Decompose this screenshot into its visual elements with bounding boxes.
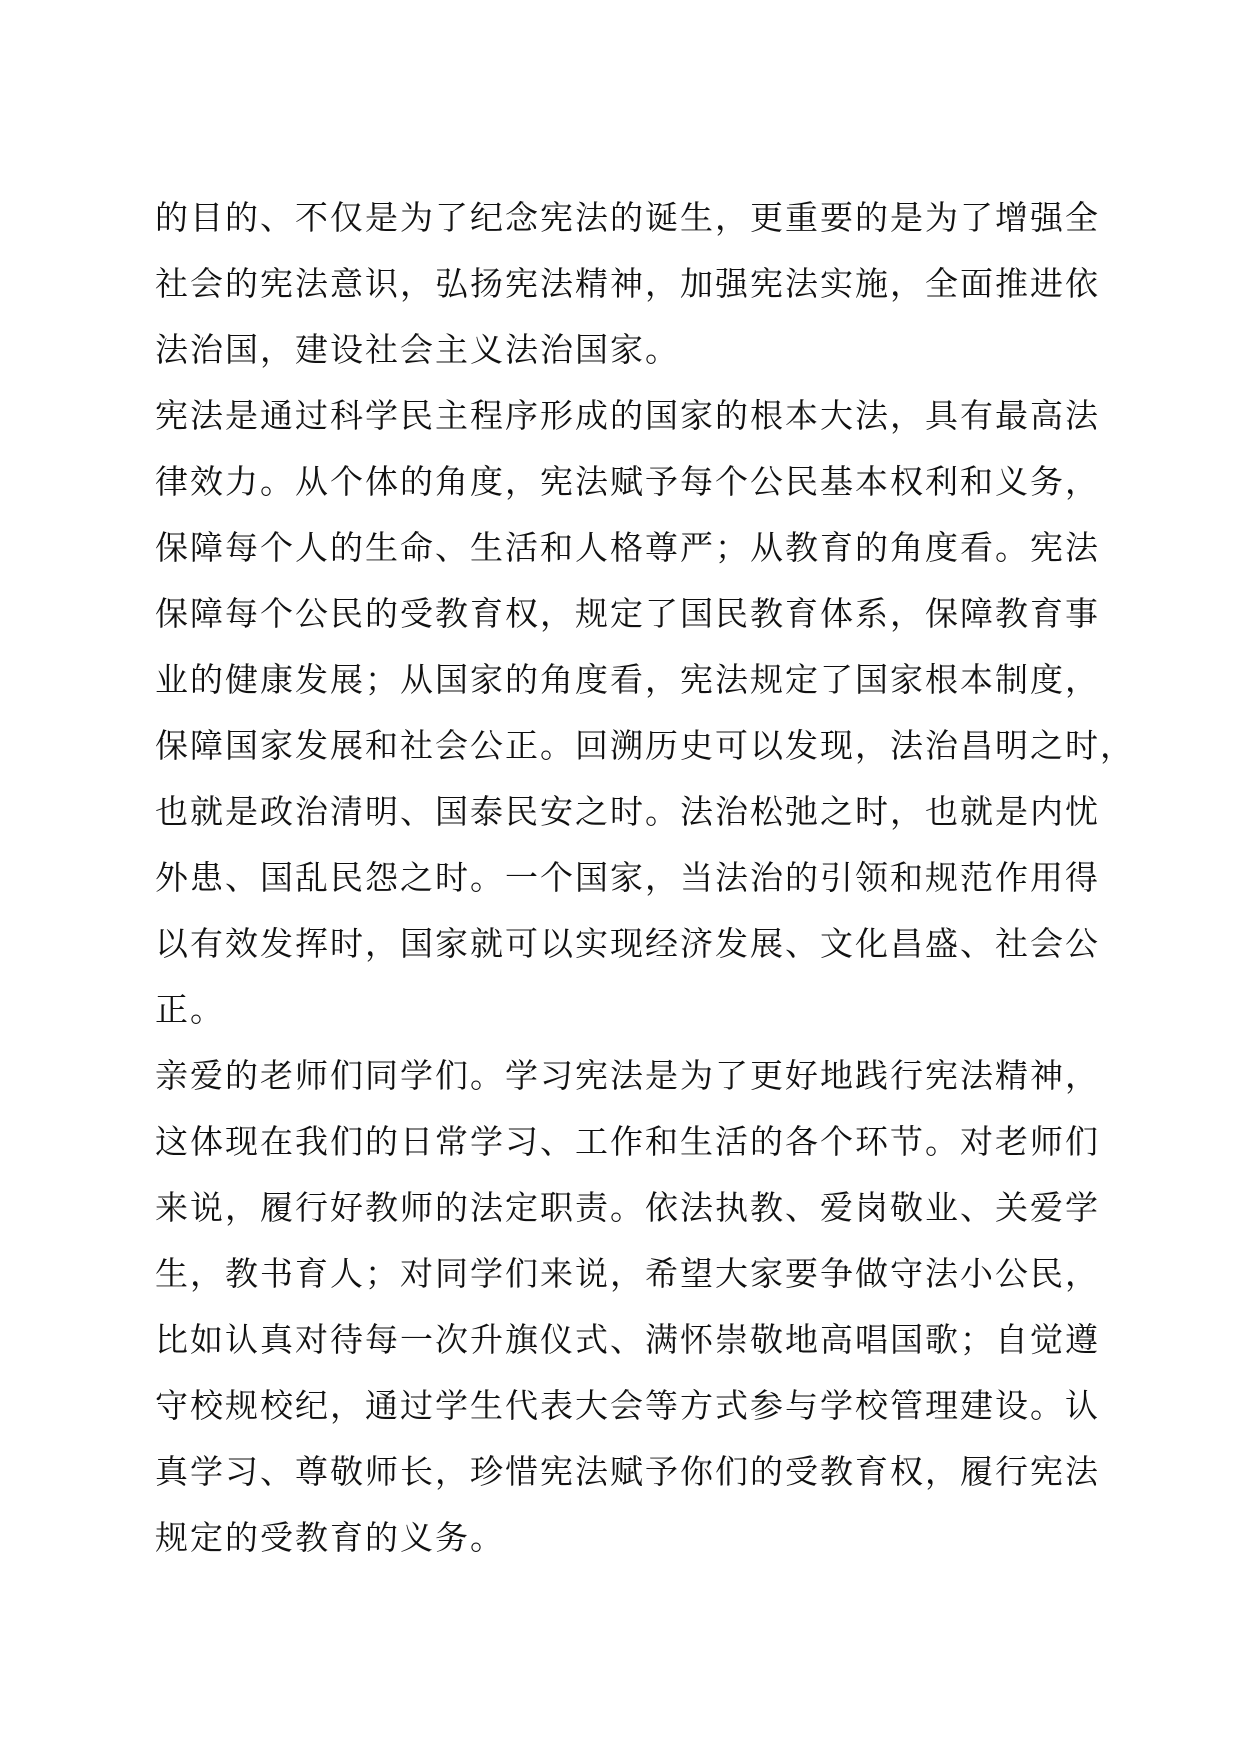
text-line: 的目的、不仅是为了纪念宪法的诞生，更重要的是为了增强全	[155, 198, 1100, 237]
text-line: 守校规校纪，通过学生代表大会等方式参与学校管理建设。认	[155, 1386, 1100, 1425]
body-text	[155, 185, 1135, 1571]
text-line: 亲爱的老师们同学们。学习宪法是为了更好地践行宪法精神，	[155, 1056, 1100, 1095]
text-line: 保障每个公民的受教育权，规定了国民教育体系，保障教育事	[155, 594, 1100, 633]
text-line: 以有效发挥时，国家就可以实现经济发展、文化昌盛、社会公	[155, 924, 1100, 963]
text-line: 法治国，建设社会主义法治国家。	[155, 330, 680, 369]
text-line: 宪法是通过科学民主程序形成的国家的根本大法，具有最高法	[155, 396, 1100, 435]
text-line: 这体现在我们的日常学习、工作和生活的各个环节。对老师们	[155, 1122, 1100, 1161]
text-line: 社会的宪法意识，弘扬宪法精神，加强宪法实施，全面推进依	[155, 264, 1100, 303]
text-line: 保障国家发展和社会公正。回溯历史可以发现，法治昌明之时，	[155, 726, 1135, 765]
text-line: 生，教书育人；对同学们来说，希望大家要争做守法小公民，	[155, 1254, 1100, 1293]
text-line: 律效力。从个体的角度，宪法赋予每个公民基本权利和义务，	[155, 462, 1100, 501]
text-line: 比如认真对待每一次升旗仪式、满怀崇敬地高唱国歌；自觉遵	[155, 1320, 1100, 1359]
text-line: 来说，履行好教师的法定职责。依法执教、爱岗敬业、关爱学	[155, 1188, 1100, 1227]
text-line: 也就是政治清明、国泰民安之时。法治松弛之时，也就是内忧	[155, 792, 1100, 831]
text-line: 正。	[155, 990, 225, 1029]
text-line: 业的健康发展；从国家的角度看，宪法规定了国家根本制度，	[155, 660, 1100, 699]
text-line: 外患、国乱民怨之时。一个国家，当法治的引领和规范作用得	[155, 858, 1100, 897]
text-line: 保障每个人的生命、生活和人格尊严；从教育的角度看。宪法	[155, 528, 1100, 567]
text-line: 真学习、尊敬师长，珍惜宪法赋予你们的受教育权，履行宪法	[155, 1452, 1100, 1491]
text-line: 规定的受教育的义务。	[155, 1518, 505, 1557]
